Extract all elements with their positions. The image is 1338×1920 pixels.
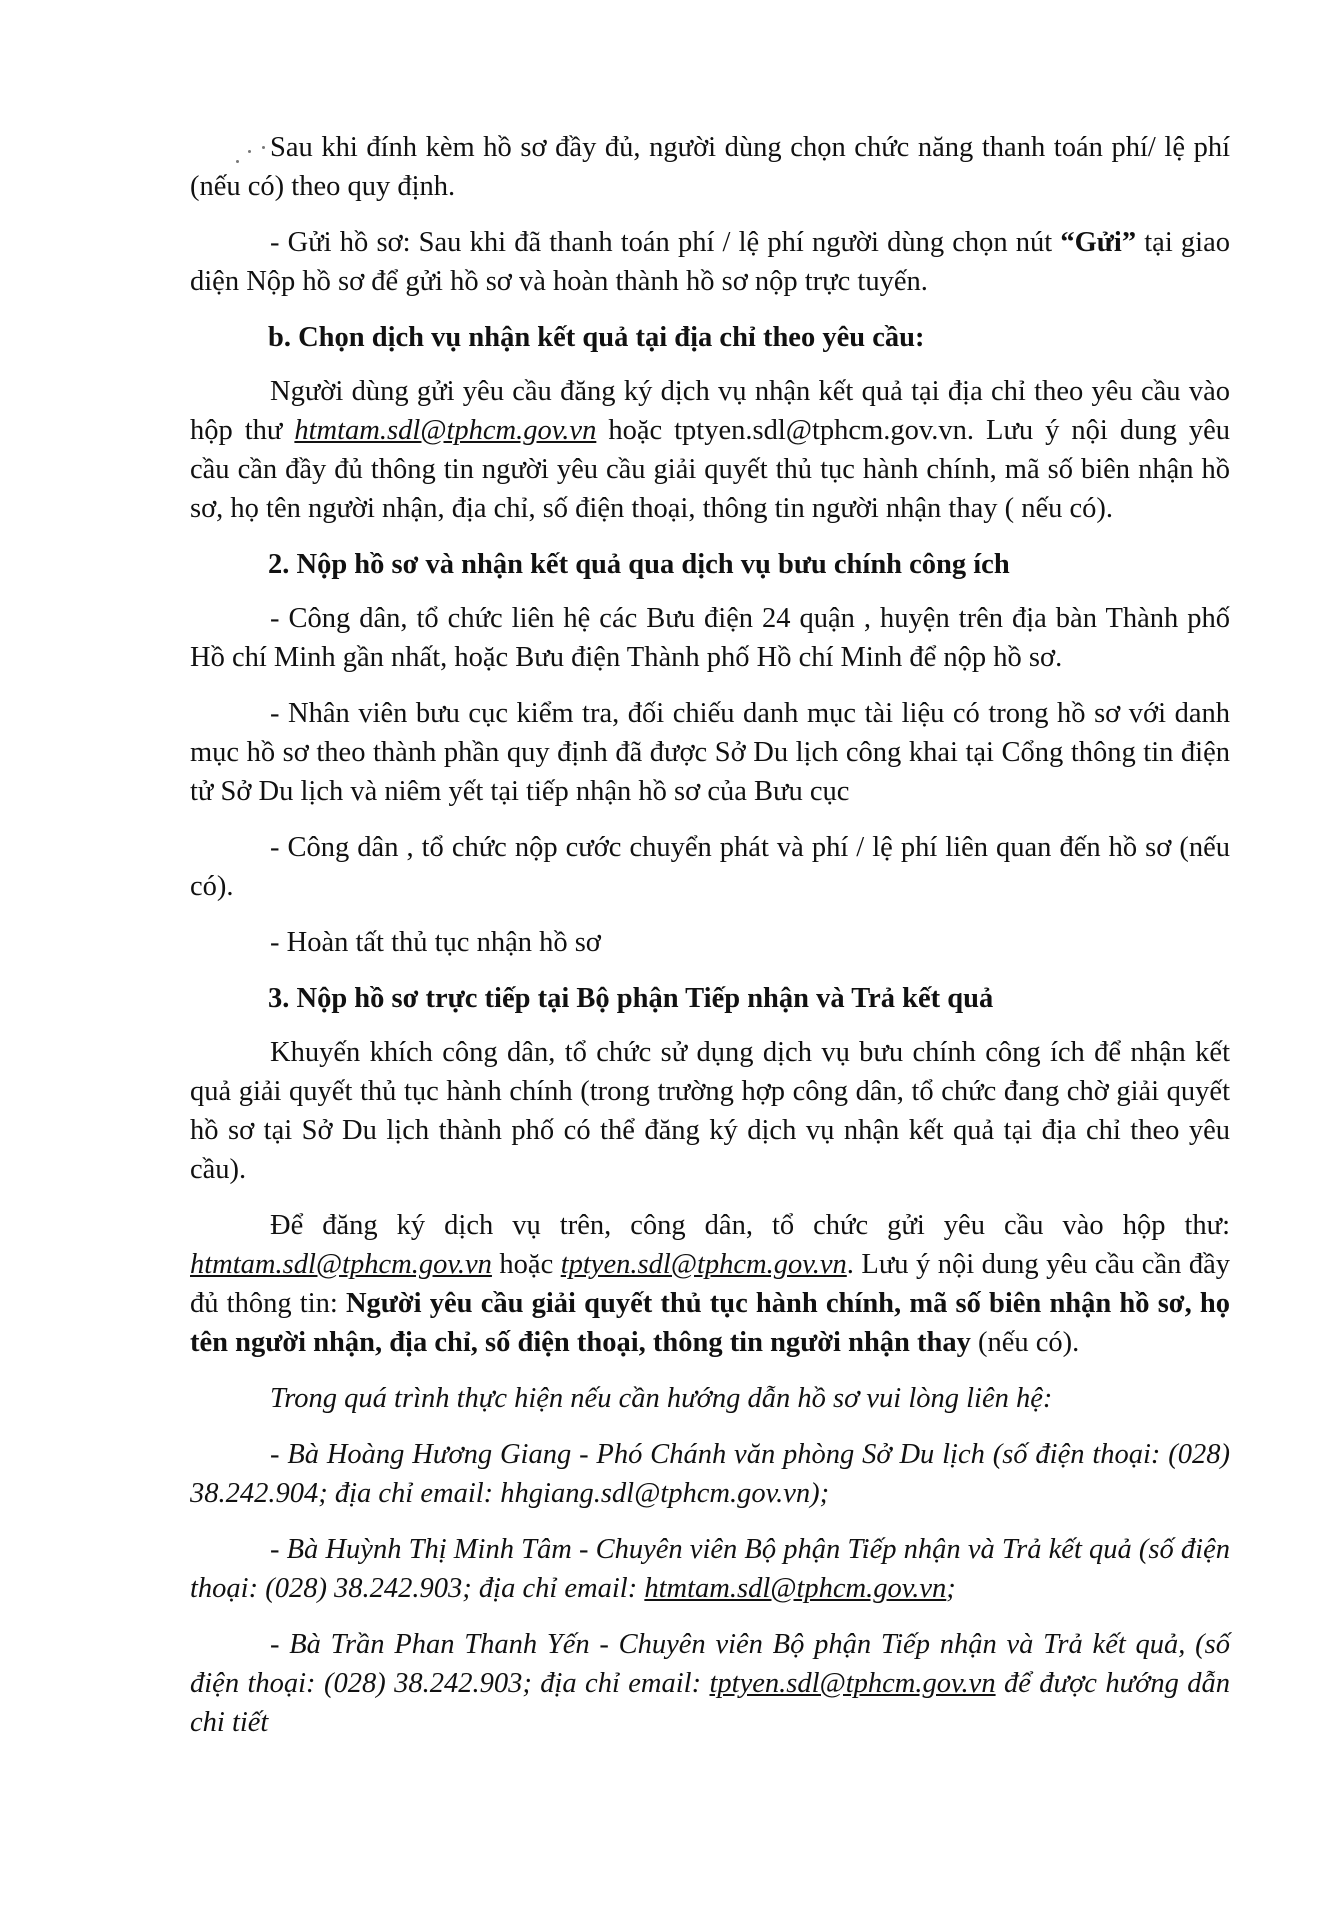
payment-text: Sau khi đính kèm hồ sơ đầy đủ, người dùng chọn chức năng thanh toán phí/ lệ phí (nếu có) theo quy định.: [190, 132, 1230, 202]
contact-yen-suffix: để được hướng dẫn chi tiết: [190, 1668, 1230, 1738]
conjunction-text: hoặc: [596, 415, 675, 446]
contact-giang: - Bà Hoàng Hương Giang - Phó Chánh văn phòng Sở Du lịch (số điện thoại: (028) 38.242.904; địa chỉ email: hhgiang.sdl@tphcm.gov.vn);: [190, 1439, 1230, 1509]
send-button-word: “Gửi”: [1060, 227, 1137, 258]
register-note: . Lưu ý nội dung yêu cầu cần đầy đủ thông tin:: [190, 1249, 1230, 1319]
postal-step-4: - Hoàn tất thủ tục nhận hồ sơ: [270, 927, 601, 958]
register-paragraph: [190, 1206, 1230, 1362]
submit-paragraph: [190, 223, 1230, 301]
encourage-paragraph: Khuyến khích công dân, tổ chức sử dụng dịch vụ bưu chính công ích để nhận kết quả giải quyết thủ tục hành chính (trong trường hợp công dân, tổ chức đang chờ giải quyết hồ sơ tại Sở Du lịch thành phố có thể đăng ký dịch vụ nhận kết quả tại địa chỉ theo yêu cầu).: [190, 1037, 1230, 1185]
register-prefix: Để đăng ký dịch vụ trên, công dân, tổ chức gửi yêu cầu vào hộp thư:: [270, 1210, 1230, 1241]
contact-yen-text: - Bà Trần Phan Thanh Yến - Chuyên viên Bộ phận Tiếp nhận và Trả kết quả, (số điện thoại: (028) 38.242.903; địa chỉ email:: [190, 1629, 1230, 1699]
submit-text-suffix: tại giao diện Nộp hồ sơ để gửi hồ sơ và hoàn thành hồ sơ nộp trực tuyến.: [190, 227, 1230, 297]
address-service-suffix: . Lưu ý nội dung yêu cầu cần đầy đủ thông tin người yêu cầu giải quyết thủ tục hành chính, mã số biên nhận hồ sơ, họ tên người nhận, địa chỉ, số điện thoại, thông tin người nhận thay ( nếu có).: [190, 415, 1230, 524]
heading-3: 3. Nộp hồ sơ trực tiếp tại Bộ phận Tiếp nhận và Trả kết quả: [268, 983, 994, 1014]
heading-b: b. Chọn dịch vụ nhận kết quả tại địa chỉ theo yêu cầu:: [268, 322, 925, 353]
submit-text-prefix: - Gửi hồ sơ: Sau khi đã thanh toán phí / lệ phí người dùng chọn nút: [270, 227, 1061, 258]
postal-step-2: - Nhân viên bưu cục kiểm tra, đối chiếu danh mục tài liệu có trong hồ sơ với danh mục hồ sơ theo thành phần quy định đã được Sở Du lịch công khai tại Cổng thông tin điện tử Sở Du lịch và niêm yết tại tiếp nhận hồ sơ của Bưu cục: [190, 698, 1230, 807]
address-service-paragraph: [190, 372, 1230, 528]
contact-tam-text: - Bà Huỳnh Thị Minh Tâm - Chuyên viên Bộ phận Tiếp nhận và Trả kết quả (số điện thoại: (028) 38.242.903; địa chỉ email:: [190, 1534, 1230, 1604]
contact-tam: [190, 1530, 1230, 1608]
postal-step-1: - Công dân, tổ chức liên hệ các Bưu điện 24 quận , huyện trên địa bàn Thành phố Hồ chí Minh gần nhất, hoặc Bưu điện Thành phố Hồ chí Minh để nộp hồ sơ.: [190, 603, 1230, 673]
address-service-prefix: Người dùng gửi yêu cầu đăng ký dịch vụ nhận kết quả tại địa chỉ theo yêu cầu vào hộp thư: [190, 376, 1230, 446]
required-info-bold: Người yêu cầu giải quyết thủ tục hành chính, mã số biên nhận hồ sơ, họ tên người nhận, địa chỉ, số điện thoại, thông tin người nhận thay: [190, 1288, 1230, 1358]
contact-intro: Trong quá trình thực hiện nếu cần hướng dẫn hồ sơ vui lòng liên hệ:: [270, 1383, 1053, 1414]
register-suffix: (nếu có).: [970, 1327, 1080, 1358]
email-link-tptyen[interactable]: tptyen.sdl@tphcm.gov.vn: [709, 1668, 996, 1699]
email-tptyen: tptyen.sdl@tphcm.gov.vn: [674, 415, 967, 446]
heading-2: 2. Nộp hồ sơ và nhận kết quả qua dịch vụ bưu chính công ích: [268, 549, 1010, 580]
postal-step-3: - Công dân , tổ chức nộp cước chuyển phát và phí / lệ phí liên quan đến hồ sơ (nếu có).: [190, 832, 1230, 902]
contact-yen: [190, 1625, 1230, 1742]
email-link-htmtam[interactable]: htmtam.sdl@tphcm.gov.vn: [644, 1573, 947, 1604]
conjunction-text: hoặc: [491, 1249, 561, 1280]
document-page: [190, 128, 1230, 1759]
payment-paragraph: [190, 128, 1230, 206]
email-link-htmtam[interactable]: htmtam.sdl@tphcm.gov.vn: [294, 415, 597, 446]
email-link-htmtam[interactable]: htmtam.sdl@tphcm.gov.vn: [190, 1249, 492, 1280]
email-link-tptyen[interactable]: tptyen.sdl@tphcm.gov.vn: [560, 1249, 847, 1280]
contact-tam-suffix: ;: [946, 1573, 956, 1604]
